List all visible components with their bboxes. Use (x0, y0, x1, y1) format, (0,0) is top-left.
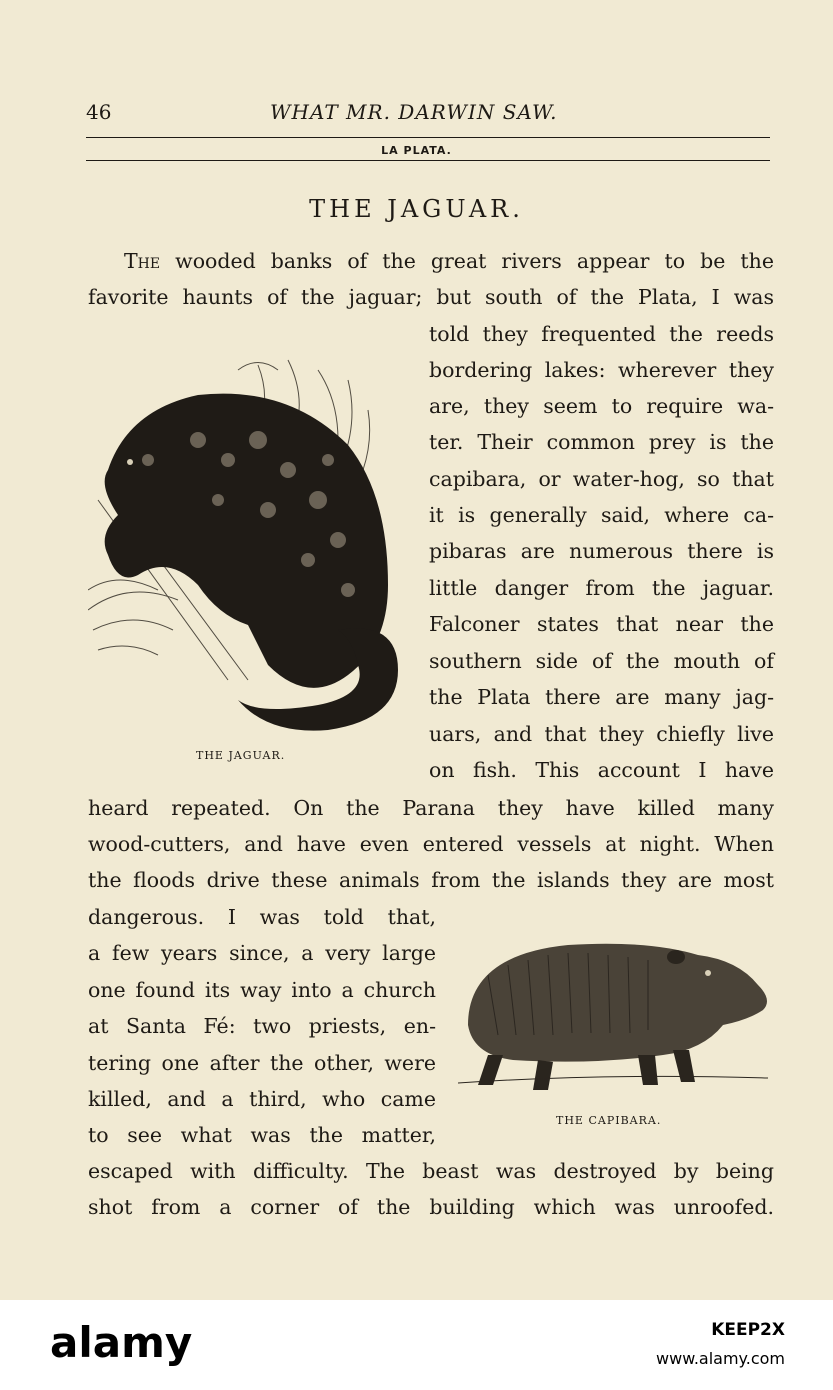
text-line: one found its way into a church (88, 978, 436, 1002)
text-line: dangerous. I was told that, (88, 905, 436, 929)
text-line: killed, and a third, who came (88, 1087, 436, 1111)
text-line: The wooded banks of the great rivers appear to be the (124, 249, 774, 273)
text-line: Falconer states that near the (429, 612, 774, 636)
jaguar-illustration (88, 350, 418, 740)
capibara-illustration (458, 935, 770, 1095)
capibara-caption: THE CAPIBARA. (556, 1114, 662, 1127)
text-line: the floods drive these animals from the islands they are most (88, 868, 774, 892)
image-id: KEEP2X (711, 1320, 785, 1340)
text-line: escaped with difficulty. The beast was destroyed by being (88, 1159, 774, 1183)
text-line: little danger from the jaguar. (429, 576, 774, 600)
header-rule-top (86, 137, 770, 138)
text-line: told they frequented the reeds (429, 322, 774, 346)
drop-word: The (124, 249, 161, 273)
text-line: wood-cutters, and have even entered vessels at night. When (88, 832, 774, 856)
text-line: the Plata there are many jag- (429, 685, 774, 709)
text-line: a few years since, a very large (88, 941, 436, 965)
text-line: on fish. This account I have (429, 758, 774, 782)
page-number: 46 (86, 100, 112, 124)
text-line: capibara, or water-hog, so that (429, 467, 774, 491)
text-line: it is generally said, where ca- (429, 503, 774, 527)
text-line: southern side of the mouth of (429, 649, 774, 673)
running-title: WHAT MR. DARWIN SAW. (270, 100, 558, 124)
site-url: www.alamy.com (656, 1349, 785, 1368)
chapter-title: THE JAGUAR. (309, 195, 524, 223)
jaguar-caption: THE JAGUAR. (196, 749, 286, 762)
text-line: are, they seem to require wa- (429, 394, 774, 418)
text-line: pibaras are numerous there is (429, 539, 774, 563)
text-line: heard repeated. On the Parana they have killed many (88, 796, 774, 820)
text-line: at Santa Fé: two priests, en- (88, 1014, 436, 1038)
text-line: to see what was the matter, (88, 1123, 436, 1147)
header-rule-bottom (86, 160, 770, 161)
text-line: uars, and that they chiefly live (429, 722, 774, 746)
text-line: shot from a corner of the building which was unroofed. (88, 1195, 774, 1219)
text-line: tering one after the other, were (88, 1051, 436, 1075)
text-line: bordering lakes: wherever they (429, 358, 774, 382)
text-line: ter. Their common prey is the (429, 430, 774, 454)
text-line: favorite haunts of the jaguar; but south of the Plata, I was (88, 285, 774, 309)
alamy-logo: alamy (50, 1318, 193, 1367)
section-title: LA PLATA. (381, 144, 452, 157)
